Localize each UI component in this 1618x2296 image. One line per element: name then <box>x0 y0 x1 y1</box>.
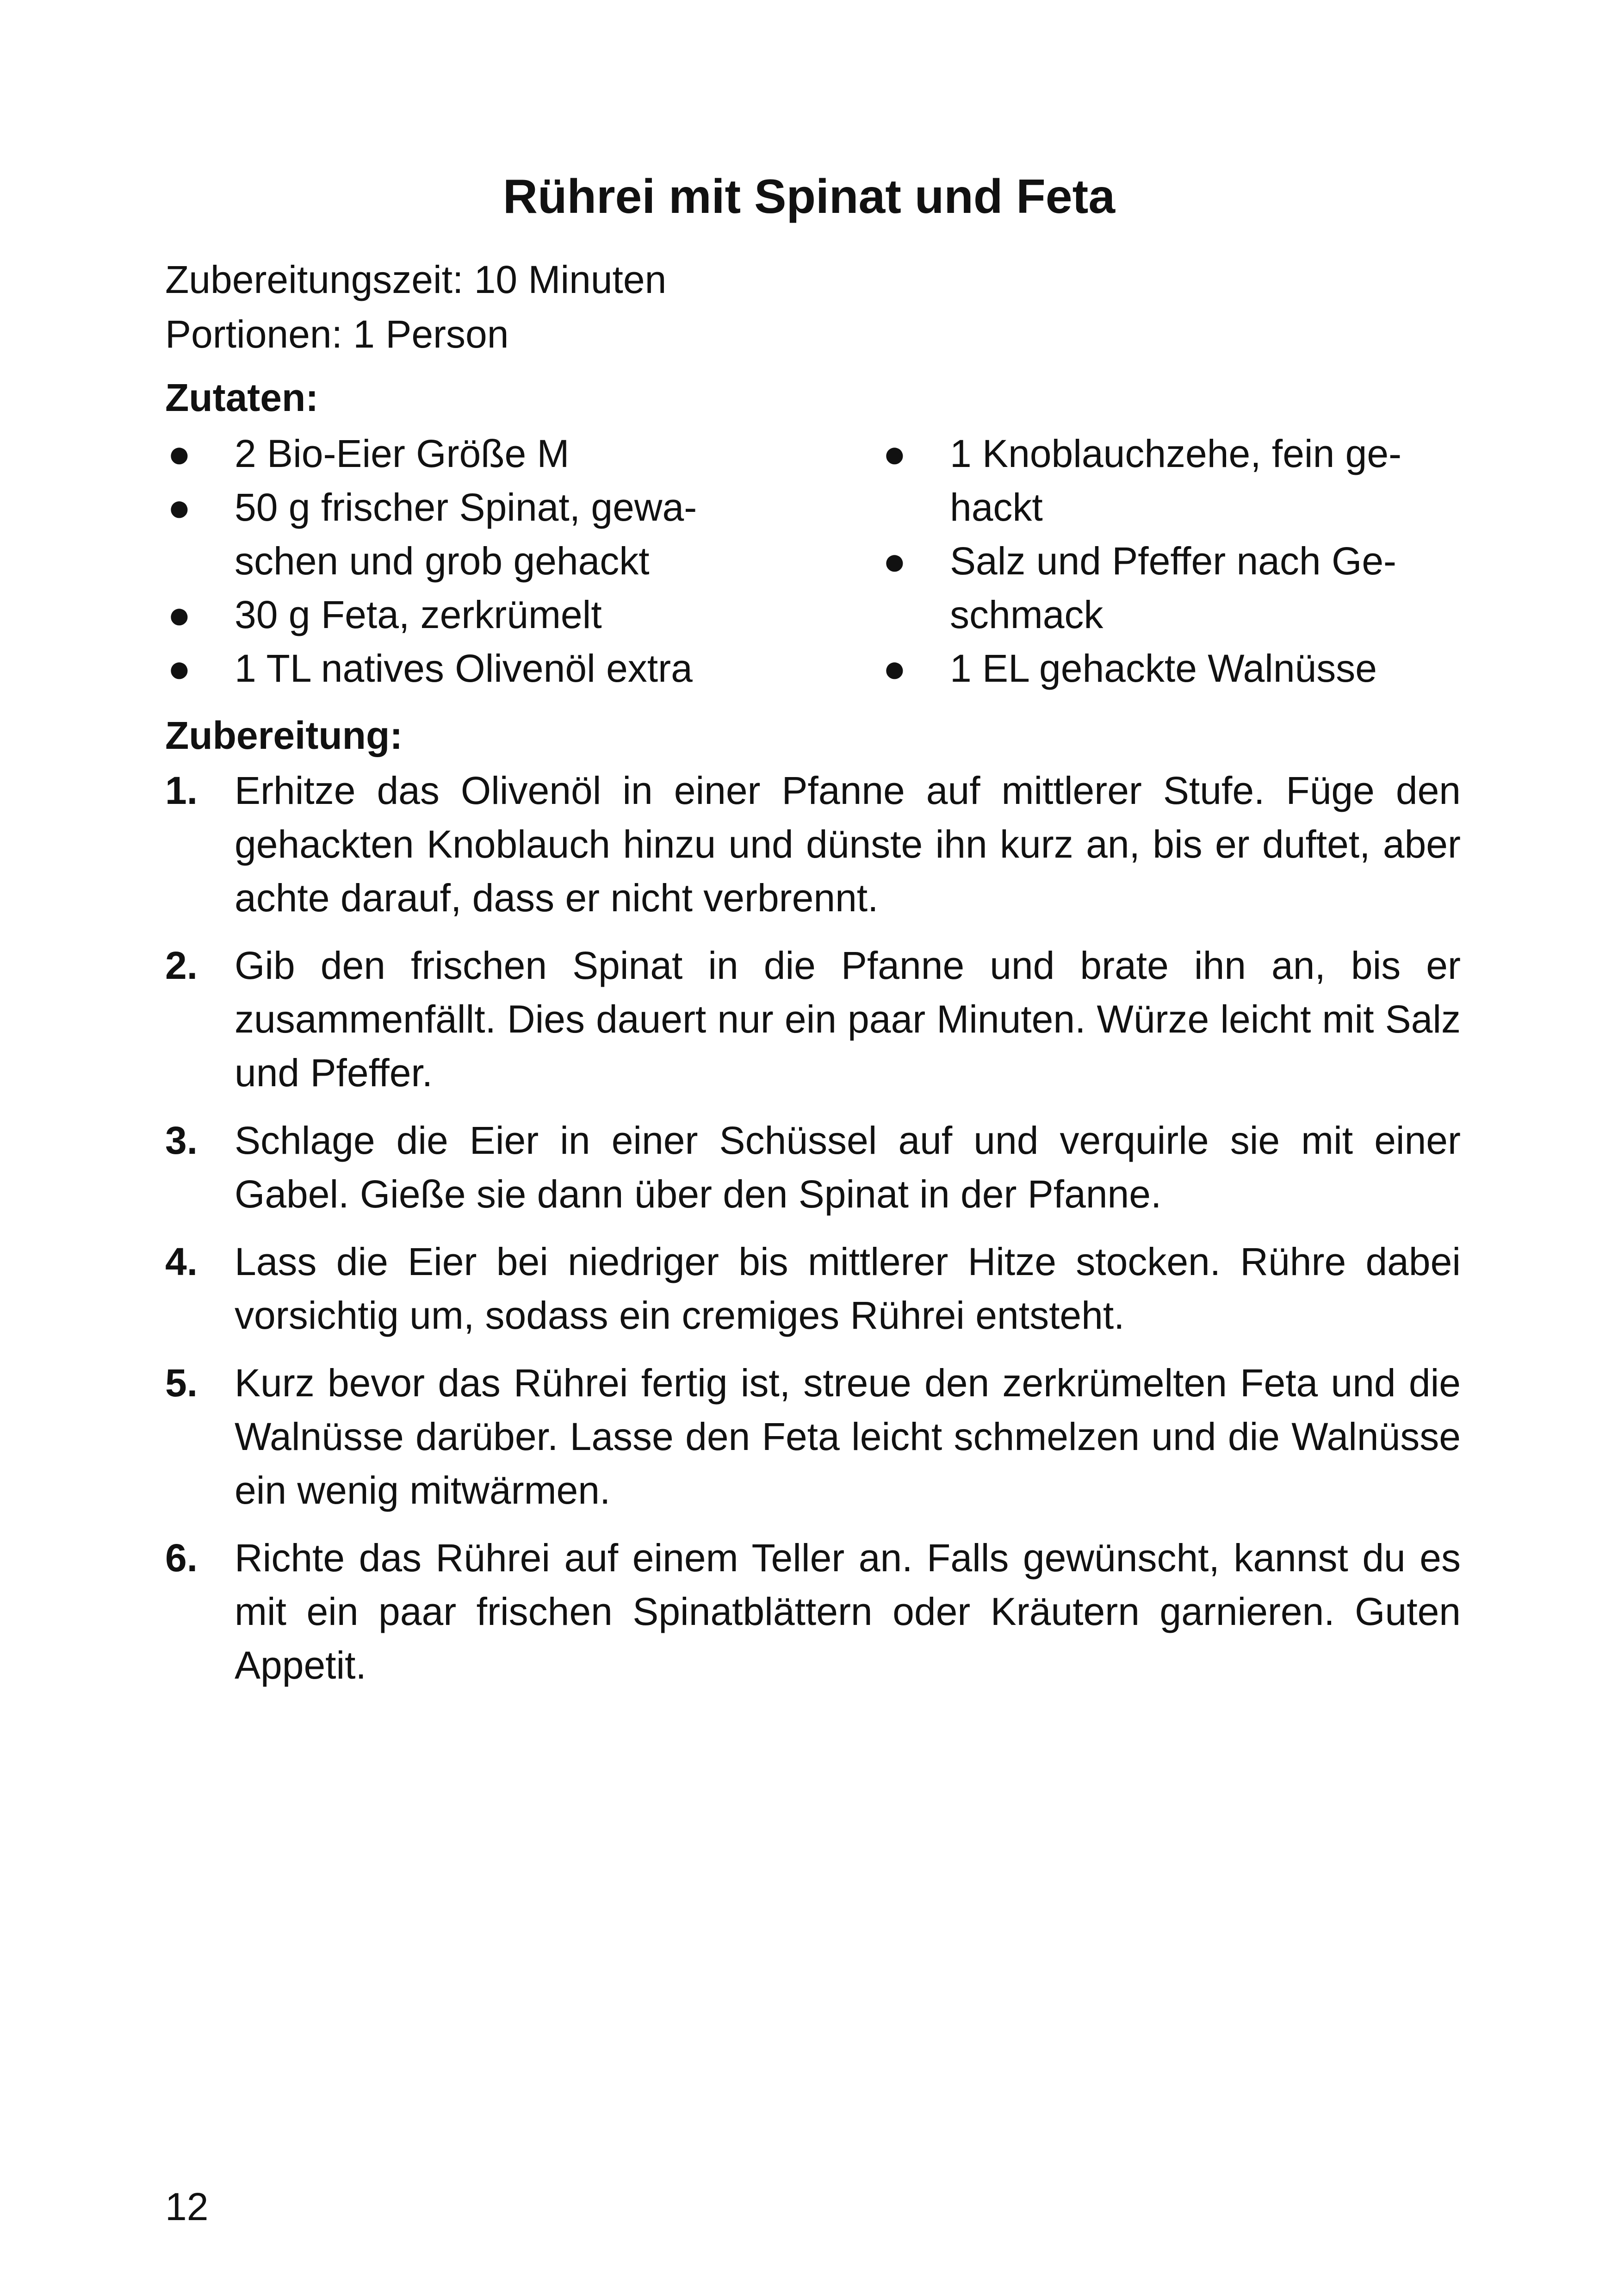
step-item <box>165 1356 1461 1517</box>
step-item <box>165 1114 1461 1221</box>
step-item <box>165 1531 1461 1692</box>
servings: Portionen: 1 Person <box>165 312 509 356</box>
step-number: 5. <box>165 1361 198 1405</box>
ingredient-item <box>880 534 1436 641</box>
step-item <box>165 939 1461 1100</box>
bullet-icon: ● <box>167 647 191 690</box>
recipe-meta <box>165 252 666 361</box>
step-number: 2. <box>165 944 198 987</box>
ingredient-text: 1 Knoblauchzehe, fein ge- hackt <box>950 432 1402 529</box>
ingredient-text: 2 Bio-Eier Größe M <box>235 432 570 475</box>
step-number: 1. <box>165 769 198 812</box>
ingredient-item <box>165 641 725 695</box>
step-text: Gib den frischen Spinat in die Pfanne und brate ihn an, bis er zusammenfällt. Dies dauert nur ein paar Minuten. Würze leicht mit Salz und Pfeffer. <box>235 944 1461 1095</box>
bullet-icon: ● <box>883 647 906 690</box>
ingredient-item <box>165 588 725 641</box>
prep-time: Zubereitungszeit: 10 Minuten <box>165 258 667 301</box>
step-number: 4. <box>165 1240 198 1283</box>
ingredient-item <box>880 427 1436 534</box>
step-number: 3. <box>165 1119 198 1162</box>
ingredients-list-left <box>165 427 725 695</box>
step-text: Lass die Eier bei niedriger bis mittlerer Hitze stocken. Rühre dabei vorsichtig um, sodass ein cremiges Rührei entsteht. <box>235 1240 1461 1337</box>
ingredient-text: 1 TL natives Olivenöl extra <box>235 647 693 690</box>
ingredients-list-right <box>880 427 1436 695</box>
ingredient-item <box>165 480 725 588</box>
ingredient-text: 50 g frischer Spinat, gewa- schen und grob gehackt <box>235 485 697 583</box>
preparation-steps <box>165 764 1461 1706</box>
bullet-icon: ● <box>883 432 906 475</box>
recipe-title: Rührei mit Spinat und Feta <box>502 170 1116 224</box>
ingredients-heading: Zutaten: <box>165 376 319 419</box>
bullet-icon: ● <box>167 432 191 475</box>
preparation-heading: Zubereitung: <box>165 714 403 757</box>
ingredient-text: 1 EL gehackte Walnüsse <box>950 647 1377 690</box>
step-number: 6. <box>165 1536 198 1580</box>
ingredient-item <box>165 427 725 480</box>
step-text: Richte das Rührei auf einem Teller an. Falls gewünscht, kannst du es mit ein paar frischen Spinatblättern oder Kräutern garnieren. Guten Appetit. <box>235 1536 1461 1687</box>
ingredient-text: Salz und Pfeffer nach Ge- schmack <box>950 539 1397 636</box>
step-item <box>165 764 1461 925</box>
step-text: Erhitze das Olivenöl in einer Pfanne auf mittlerer Stufe. Füge den gehackten Knoblauch hinzu und dünste ihn kurz an, bis er duftet, aber achte darauf, dass er nicht verbrennt. <box>235 769 1461 920</box>
bullet-icon: ● <box>167 485 191 529</box>
step-item <box>165 1235 1461 1342</box>
step-text: Schlage die Eier in einer Schüssel auf und verquirle sie mit einer Gabel. Gieße sie dann über den Spinat in der Pfanne. <box>235 1119 1461 1216</box>
page-number: 12 <box>165 2185 209 2228</box>
ingredient-item <box>880 641 1436 695</box>
bullet-icon: ● <box>167 593 191 636</box>
step-text: Kurz bevor das Rührei fertig ist, streue den zerkrümelten Feta und die Walnüsse darüber. Lasse den Feta leicht schmelzen und die Walnüsse ein wenig mitwärmen. <box>235 1361 1461 1512</box>
bullet-icon: ● <box>883 539 906 583</box>
ingredient-text: 30 g Feta, zerkrümelt <box>235 593 602 636</box>
